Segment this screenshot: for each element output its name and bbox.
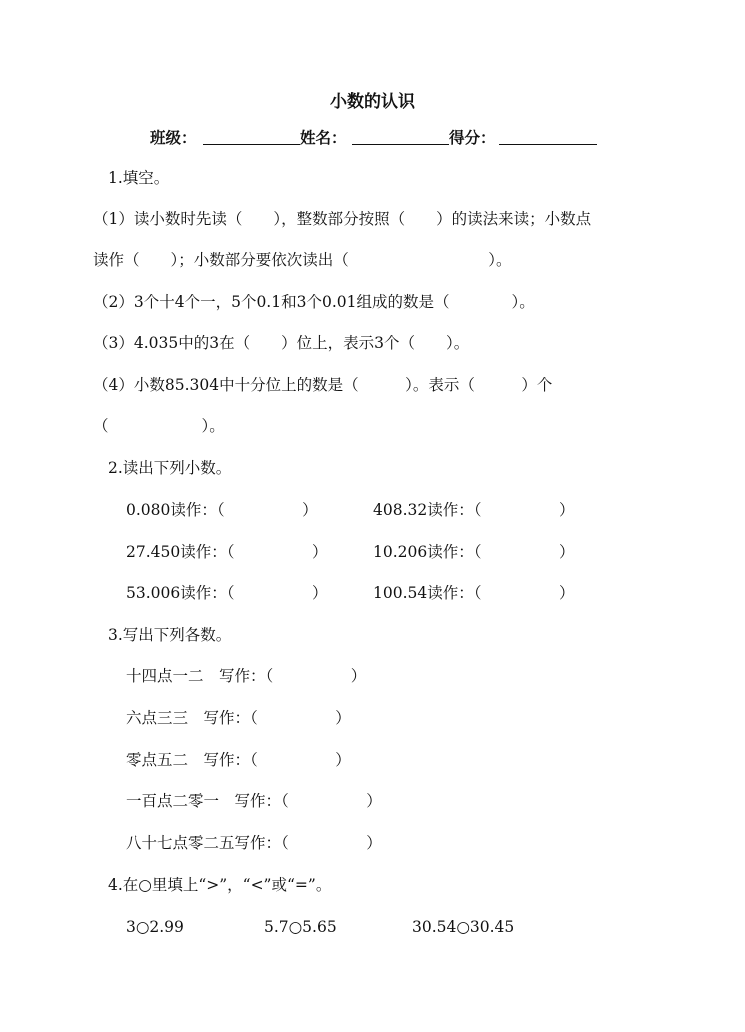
score-label: 得分： bbox=[449, 129, 496, 147]
q3-item: 八十七点零二五写作：（ ） bbox=[126, 834, 382, 852]
q1-heading: 1.填空。 bbox=[108, 169, 170, 187]
q4-item: 3○2.99 bbox=[126, 918, 184, 936]
q2-heading: 2.读出下列小数。 bbox=[108, 459, 232, 477]
q3-item: 十四点一二 写作：（ ） bbox=[126, 667, 367, 685]
q4-item: 5.7○5.65 bbox=[264, 918, 337, 936]
q3-item: 一百点二零一 写作：（ ） bbox=[126, 792, 382, 810]
q2-item: 53.006读作：（ ） bbox=[126, 584, 328, 602]
q2-item: 27.450读作：（ ） bbox=[126, 543, 328, 561]
q1-s4-line1: （4）小数85.304中十分位上的数是（ ）。表示（ ）个 bbox=[93, 376, 553, 394]
q2-item: 408.32读作：（ ） bbox=[373, 501, 575, 519]
q3-item: 零点五二 写作：（ ） bbox=[126, 751, 351, 769]
q1-s2: （2）3个十4个一，5个0.1和3个0.01组成的数是（ ）。 bbox=[93, 293, 535, 311]
page-title: 小数的认识 bbox=[330, 92, 415, 112]
name-blank[interactable] bbox=[352, 144, 449, 145]
q2-item: 0.080读作：（ ） bbox=[126, 501, 318, 519]
q4-item: 30.54○30.45 bbox=[412, 918, 515, 936]
q1-s3: （3）4.035中的3在（ ）位上，表示3个（ ）。 bbox=[93, 334, 470, 352]
q4-heading: 4.在○里填上“>”，“<”或“=”。 bbox=[108, 876, 332, 894]
q2-item: 100.54读作：（ ） bbox=[373, 584, 575, 602]
q3-item: 六点三三 写作：（ ） bbox=[126, 709, 351, 727]
q1-s1-line1: （1）读小数时先读（ ），整数部分按照（ ）的读法来读；小数点 bbox=[93, 210, 592, 228]
q1-s1-line2: 读作（ ）；小数部分要依次读出（ ）。 bbox=[93, 251, 512, 269]
score-blank[interactable] bbox=[499, 144, 597, 145]
q2-item: 10.206读作：（ ） bbox=[373, 543, 575, 561]
name-label: 姓名： bbox=[300, 129, 347, 147]
q1-s4-line2: （ ）。 bbox=[93, 417, 225, 435]
class-blank[interactable] bbox=[203, 144, 300, 145]
q3-heading: 3.写出下列各数。 bbox=[108, 626, 232, 644]
class-label: 班级： bbox=[150, 129, 197, 147]
